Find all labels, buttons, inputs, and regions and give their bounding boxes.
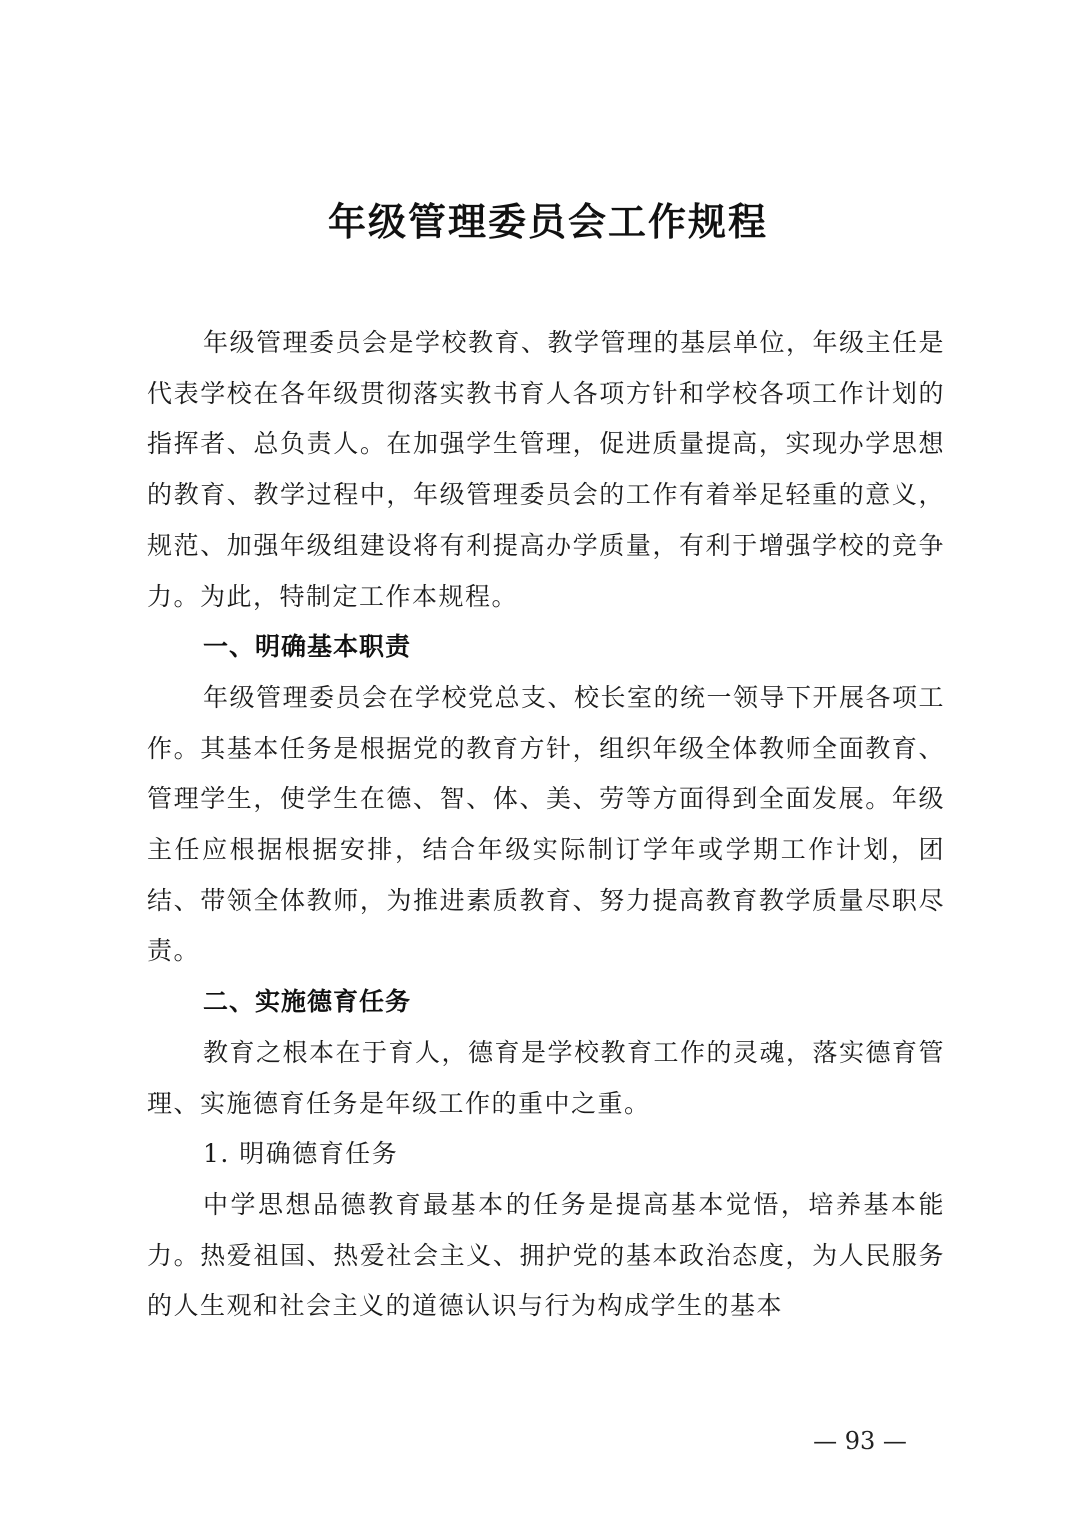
section-paragraph-duties: 年级管理委员会在学校党总支、校长室的统一领导下开展各项工作。其基本任务是根据党的教育方针，组织年级全体教师全面教育、管理学生，使学生在德、智、体、美、劳等方面得到全面发展。年级主任应根据根据安排，结合年级实际制订学年或学期工作计划，团结、带领全体教师，为推进素质教育、努力提高教育教学质量尽职尽责。 xyxy=(147,682,946,966)
document-title: 年级管理委员会工作规程 xyxy=(327,200,768,244)
section-paragraph-moral-education: 教育之根本在于育人，德育是学校教育工作的灵魂，落实德育管理、实施德育任务是年级工作的重中之重。 xyxy=(147,1037,946,1118)
section-heading-duties: 一、明确基本职责 xyxy=(203,632,412,662)
page-number: — 93 — xyxy=(813,1427,907,1455)
subsection-paragraph-moral-tasks: 中学思想品德教育最基本的任务是提高基本觉悟，培养基本能力。热爱祖国、热爱社会主义、拥护党的基本政治态度，为人民服务的人生观和社会主义的道德认识与行为构成学生的基本 xyxy=(147,1189,945,1321)
section-heading-moral-education: 二、实施德育任务 xyxy=(203,987,412,1017)
subsection-heading-moral-tasks: 1. 明确德育任务 xyxy=(203,1139,399,1169)
document-body xyxy=(147,318,945,1332)
intro-paragraph: 年级管理委员会是学校教育、教学管理的基层单位，年级主任是代表学校在各年级贯彻落实教书育人各项方针和学校各项工作计划的指挥者、总负责人。在加强学生管理，促进质量提高，实现办学思想的教育、教学过程中，年级管理委员会的工作有着举足轻重的意义，规范、加强年级组建设将有利提高办学质量，有利于增强学校的竞争力。为此，特制定工作本规程。 xyxy=(147,328,946,611)
